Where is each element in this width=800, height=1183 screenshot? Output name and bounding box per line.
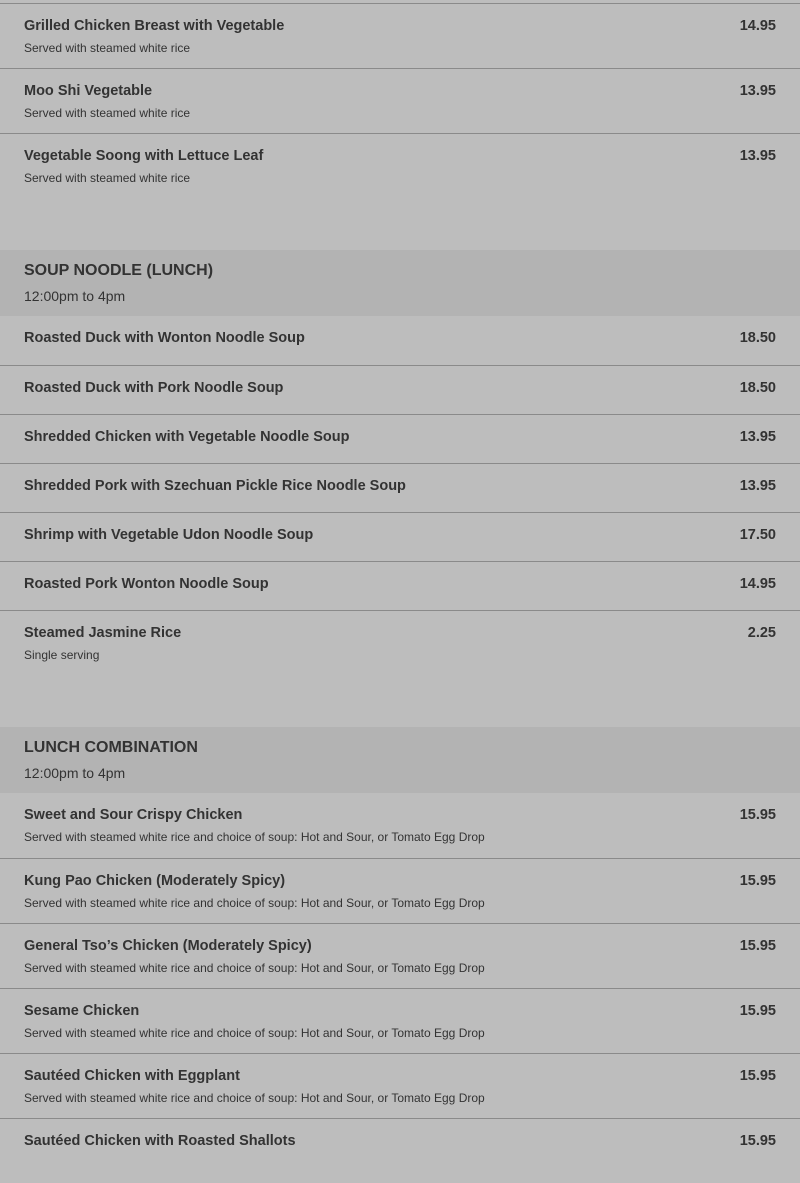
section-spacer (0, 675, 800, 727)
section-title: SOUP NOODLE (LUNCH) (24, 262, 214, 279)
item-price: 14.95 (739, 18, 776, 34)
item-description: Served with steamed white rice (24, 41, 191, 55)
item-name: Shredded Pork with Szechuan Pickle Rice Noodle Soup (24, 478, 406, 494)
item-price: 15.95 (739, 938, 776, 954)
menu-item[interactable] (0, 133, 800, 198)
item-price: 13.95 (739, 83, 776, 99)
section-title: LUNCH COMBINATION (24, 739, 198, 756)
item-price: 15.95 (739, 1003, 776, 1019)
section-spacer (0, 198, 800, 250)
menu-page (0, 3, 800, 1183)
item-name: Steamed Jasmine Rice (24, 625, 182, 641)
section-header (0, 250, 800, 316)
menu-item[interactable] (0, 414, 800, 463)
item-description: Served with steamed white rice and choice of soup: Hot and Sour, or Tomato Egg Drop (24, 830, 485, 844)
item-name: Shrimp with Vegetable Udon Noodle Soup (24, 527, 314, 543)
item-name: Grilled Chicken Breast with Vegetable (24, 18, 285, 34)
menu-item[interactable] (0, 988, 800, 1053)
item-description: Served with steamed white rice (24, 106, 191, 120)
menu-item[interactable] (0, 365, 800, 414)
item-description: Served with steamed white rice (24, 171, 191, 185)
item-description: Served with steamed white rice and choice of soup: Hot and Sour, or Tomato Egg Drop (24, 896, 485, 910)
item-price: 15.95 (739, 873, 776, 889)
menu-item[interactable] (0, 858, 800, 923)
item-name: Sesame Chicken (24, 1003, 140, 1019)
section-hours: 12:00pm to 4pm (24, 765, 126, 781)
item-price: 18.50 (739, 380, 776, 396)
item-price: 15.95 (739, 807, 776, 823)
section-header (0, 727, 800, 793)
menu-item[interactable] (0, 316, 800, 365)
item-name: Moo Shi Vegetable (24, 83, 153, 99)
item-price: 2.25 (747, 625, 776, 641)
item-price: 13.95 (739, 429, 776, 445)
section-hours: 12:00pm to 4pm (24, 288, 126, 304)
menu-item[interactable] (0, 610, 800, 675)
item-description: Served with steamed white rice and choice of soup: Hot and Sour, or Tomato Egg Drop (24, 1026, 485, 1040)
item-price: 17.50 (739, 527, 776, 543)
item-name: Sautéed Chicken with Roasted Shallots (24, 1133, 296, 1149)
item-price: 18.50 (739, 330, 776, 346)
menu-item[interactable] (0, 923, 800, 988)
menu-item[interactable] (0, 793, 800, 858)
item-description: Served with steamed white rice and choice of soup: Hot and Sour, or Tomato Egg Drop (24, 961, 485, 975)
item-description: Served with steamed white rice and choice of soup: Hot and Sour, or Tomato Egg Drop (24, 1091, 485, 1105)
menu-item[interactable] (0, 3, 800, 68)
item-name: General Tso’s Chicken (Moderately Spicy) (24, 938, 312, 954)
menu-item[interactable] (0, 1053, 800, 1118)
item-name: Roasted Duck with Pork Noodle Soup (24, 380, 284, 396)
item-name: Kung Pao Chicken (Moderately Spicy) (24, 873, 286, 889)
item-name: Sweet and Sour Crispy Chicken (24, 807, 243, 823)
menu-item[interactable] (0, 512, 800, 561)
item-price: 15.95 (739, 1133, 776, 1149)
item-name: Roasted Pork Wonton Noodle Soup (24, 576, 269, 592)
menu-item[interactable] (0, 1118, 800, 1183)
item-price: 13.95 (739, 148, 776, 164)
item-price: 13.95 (739, 478, 776, 494)
menu-item[interactable] (0, 561, 800, 610)
item-name: Vegetable Soong with Lettuce Leaf (24, 148, 264, 164)
item-price: 14.95 (739, 576, 776, 592)
item-description: Single serving (24, 648, 100, 662)
menu-item[interactable] (0, 68, 800, 133)
item-price: 15.95 (739, 1068, 776, 1084)
item-name: Shredded Chicken with Vegetable Noodle Soup (24, 429, 350, 445)
menu-item[interactable] (0, 463, 800, 512)
item-name: Sautéed Chicken with Eggplant (24, 1068, 240, 1084)
item-name: Roasted Duck with Wonton Noodle Soup (24, 330, 305, 346)
